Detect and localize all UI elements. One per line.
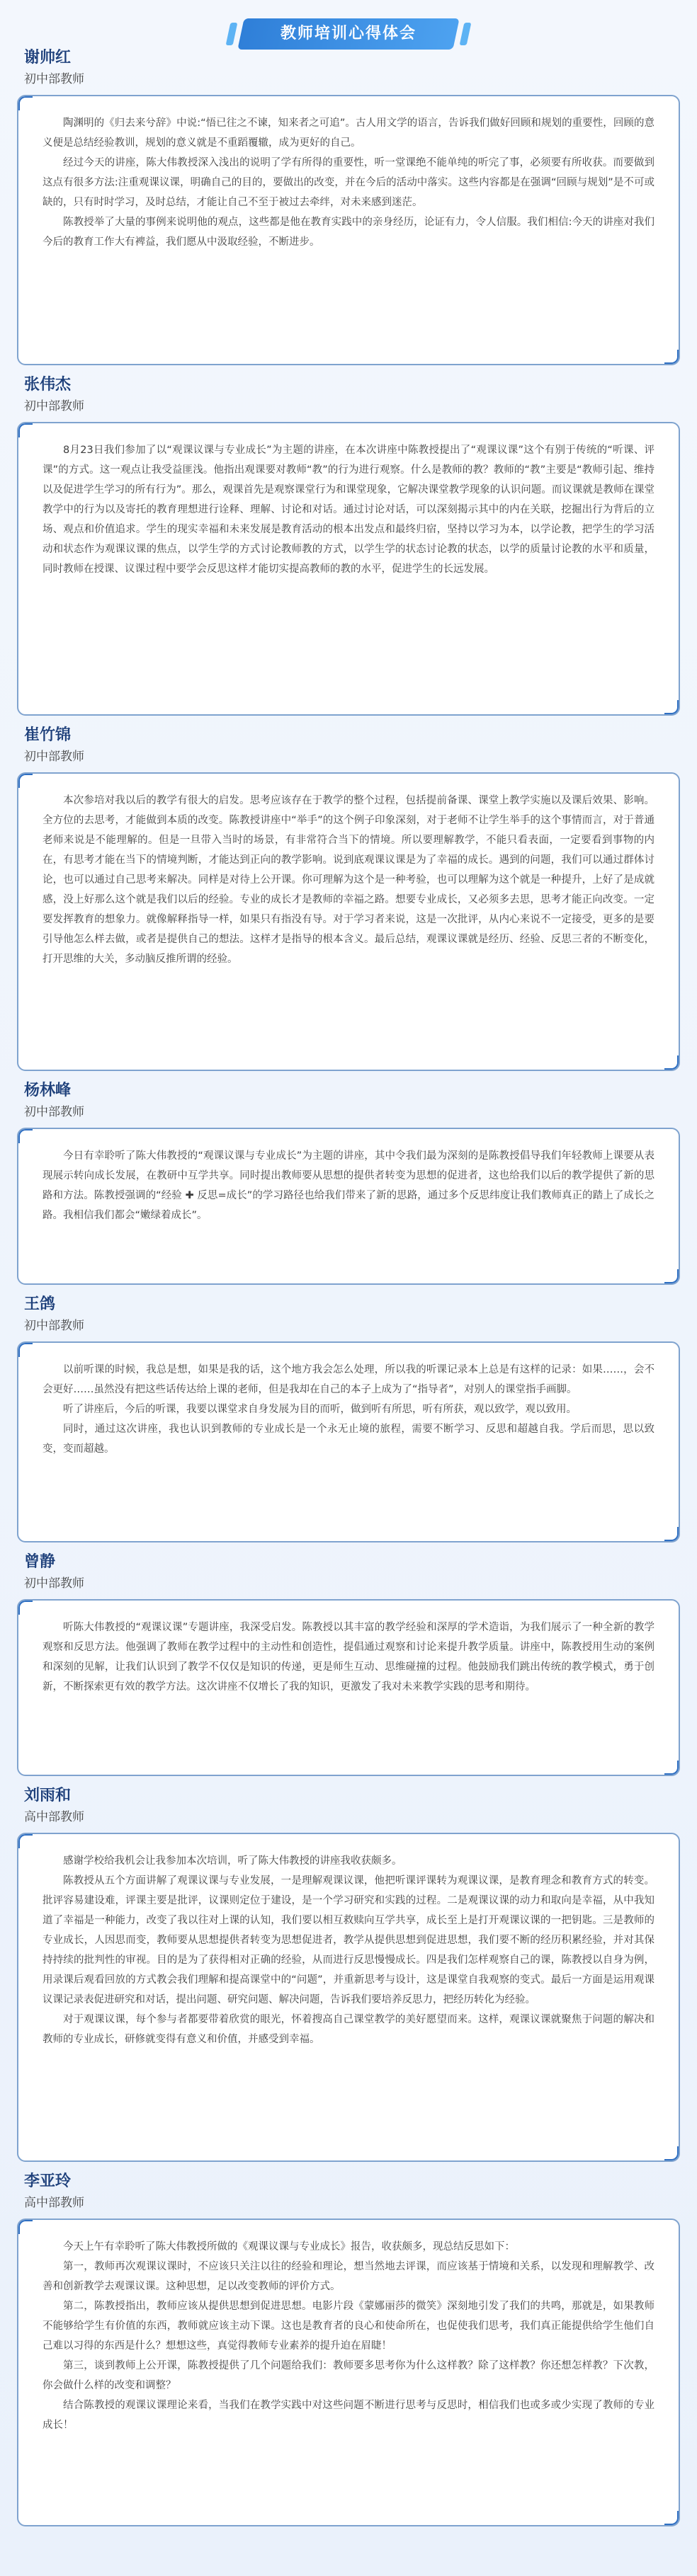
corner-decoration [664,1761,680,1776]
corner-decoration [17,95,33,110]
reflection-card [17,1833,680,2162]
reflection-card [17,422,680,716]
paragraph: 第三，谈到教师上公开课，陈教授提供了几个问题给我们：教师要多思考你为什么这样教？除了这样教？你还想怎样教？下次教，你会做什么样的改变和调整？ [42,2360,654,2391]
paragraph: 听了讲座后，今后的听课，我要以课堂求自身发展为目的而听，做到听有所思，听有所获，观以致学，观以致用。 [63,1404,577,1415]
author-role: 初中部教师 [24,1105,84,1119]
paragraph: 8月23日我们参加了以“观课议课与专业成长”为主题的讲座，在本次讲座中陈教授提出了“观课议课”这个有别于传统的“听课、评课”的方式。这一观点让我受益匪浅。他指出观课要对教师“教”的行为进行观察。什么是教师的教？教师的“教”主要是“教师引起、维持以及促进学生学习的所有行为”。那么，观课首先是观察课堂行为和课堂现象，它解决课堂教学现象的认识问题。而议课就是教师在课堂教学中的行为以及寄托的教育理想进行诠释、理解、讨论和对话。通过讨论对话，可以深刻揭示其中的内在关联，挖掘出行为背后的立场、观点和价值追求。学生的现实幸福和未来发展是教育活动的根本出发点和最终归宿，坚持以学习为本，以学论教，把学生的学习活动和状态作为观课议课的焦点，以学生学的方式讨论教师教的方式，以学生学的状态讨论教的状态，以学的质量讨论教的水平和质量，同时教师在授课、议课过程中要学会反思这样才能切实提高教师的教的水平，促进学生的长远发展。 [42,445,654,575]
paragraph: 结合陈教授的观课议课理论来看，当我们在教学实践中对这些问题不断进行思考与反思时，相信我们也或多或少实现了教师的专业成长！ [42,2400,654,2431]
paragraph: 对于观课议课，每个参与者都要带着欣赏的眼光，怀着搜高自己课堂教学的美好愿望而来。这样，观课议课就聚焦于问题的解决和教师的专业成长，研修就变得有意义和价值，并感受到幸福。 [42,2014,654,2045]
reflection-card [17,95,680,365]
corner-decoration [17,1599,33,1615]
author-name: 张伟杰 [24,376,72,394]
paragraph: 今日有幸聆听了陈大伟教授的“观课议课与专业成长”为主题的讲座，其中令我们最为深刻的是陈教授倡导我们年轻教师上课要从表现展示转向成长发展，在教研中互学共享。同时提出教师要从思想的提供者转变为思想的促进者，这也给我们以后的教学提供了新的思路和方法。陈教授强调的“经验 ✚ 反思=成长”的学习路径也给我们带来了新的思路，通过多个反思纬度让我们教师真正的踏上了成长之路。我相信我们都会“嫩绿着成长”。 [42,1150,654,1221]
corner-decoration [664,1527,680,1542]
paragraph: 陈教授举了大量的事例来说明他的观点，这些都是他在教育实践中的亲身经历，论证有力，令人信服。我们相信:今天的讲座对我们今后的教育工作大有裨益，我们愿从中汲取经验，不断进步。 [42,217,654,248]
author-role: 初中部教师 [24,72,84,86]
entry [0,1785,697,2162]
author-role: 高中部教师 [24,1810,84,1824]
paragraph: 陶渊明的《归去来兮辞》中说:“悟已往之不谏，知来者之可追”。古人用文学的语言，告诉我们做好回顾和规划的重要性，回顾的意义便是总结经验教训，规划的意义就是不重蹈覆辙，成为更好的自己。 [42,118,654,149]
reflection-card [17,772,680,1071]
paragraph: 本次参培对我以后的教学有很大的启发。思考应该存在于教学的整个过程，包括提前备课、课堂上教学实施以及课后效果、影响。全方位的去思考，才能做到本质的改变。陈教授讲座中“举手”的这个例子印象深刻，对于老师不让学生举手的这个事情而言，对于普通老师来说是不能理解的。但是一旦带入当时的场景，有非常符合当下的情境。所以要理解教学，不能只看表面，一定要看到事物的内在，有思考才能在当下的情境判断，才能达到正向的教学影响。说到底观课议课是为了幸福的成长。遇到的问题，我们可以通过群体讨论，也可以通过自己思考来解决。同样是对待上公开课。你可理解为这个是一种考验，也可以理解为这个就是一种提升，上好了是成就感，没上好那么这个就是我们以后的经验。专业的成长才是教师的幸福之路。想要专业成长，又必须多去思，思考才能正向改变。一定要发挥教育的想象力。就像解释指导一样，如果只有指没有导。对于学习者来说，这是一次批评，从内心来说不一定接受，更多的是要引导他怎么样去做，或者是提供自己的想法。这样才是指导的根本含义。最后总结，观课议课就是经历、经验、反思三者的不断变化，打开思维的大关，多动脑反推所谓的经验。 [42,795,654,965]
entries-list [0,47,697,2526]
corner-decoration [17,772,33,788]
corner-decoration [17,422,33,437]
author-name: 杨林峰 [24,1082,72,1099]
entry [0,1080,697,1285]
entry [0,2170,697,2526]
paragraph: 第二，陈教授指出，教师应该从提供思想到促进思想。电影片段《蒙娜丽莎的微笑》深刻地引发了我们的共鸣，那就是，如果教师不能够给学生有价值的东西，教师就应该主动下课。这也是教育者的良心和使命所在，也促使我们思考，我们真正能提供给学生他们自己难以习得的东西是什么？想想这些，真觉得教师专业素养的提升迫在眉睫！ [42,2301,654,2352]
author-role: 初中部教师 [24,750,84,764]
paragraph: 今天上午有幸聆听了陈大伟教授所做的《观课议课与专业成长》报告，收获颇多，现总结反思如下： [63,2241,515,2252]
author-name: 刘雨和 [24,1787,72,1804]
entry [0,374,697,716]
paragraph: 以前听课的时候，我总是想，如果是我的话，这个地方我会怎么处理，所以我的听课记录本上总是有这样的记录：如果……，会不会更好……虽然没有把这些话传达给上课的老师，但是我却在自己的本子上成为了“指导者”，对别人的课堂指手画脚。 [42,1364,654,1395]
paragraph: 听陈大伟教授的“观课议课”专题讲座，我深受启发。陈教授以其丰富的教学经验和深厚的学术造诣，为我们展示了一种全新的教学观察和反思方法。他强调了教师在教学过程中的主动性和创造性，提倡通过观察和讨论来提升教学质量。讲座中，陈教授用生动的案例和深刻的见解，让我们认识到了教学不仅仅是知识的传递，更是师生互动、思维碰撞的过程。他鼓励我们跳出传统的教学模式，勇于创新，不断探索更有效的教学方法。这次讲座不仅增长了我的知识，更激发了我对未来教学实践的思考和期待。 [42,1622,654,1693]
author-role: 初中部教师 [24,1319,84,1333]
paragraph: 同时，通过这次讲座，我也认识到教师的专业成长是一个永无止境的旅程，需要不断学习、反思和超越自我。学后而思，思以致变，变而超越。 [42,1424,654,1455]
corner-decoration [664,350,680,365]
author-name: 崔竹锦 [24,726,72,744]
corner-decoration [17,1128,33,1143]
paragraph: 经过今天的讲座，陈大伟教授深入浅出的说明了学有所得的重要性，听一堂课绝不能单纯的听完了事，必须要有所收获。而要做到这点有很多方法:注重观课议课，明确自己的目的，要做出的改变，并在今后的活动中落实。这些内容都是在强调“回顾与规划”是不可或缺的，只有时时学习，及时总结，才能让自己不至于被过去牵绊，对未来感到迷茫。 [42,157,654,208]
entry [0,1551,697,1776]
corner-decoration [664,700,680,716]
corner-decoration [17,1833,33,1848]
author-name: 李亚玲 [24,2173,72,2190]
entry [0,1293,697,1542]
reflection-card [17,1341,680,1542]
corner-decoration [17,2219,33,2234]
author-name: 曾静 [24,1553,56,1571]
corner-decoration [17,1341,33,1357]
paragraph: 陈教授从五个方面讲解了观课议课与专业发展，一是理解观课议课，他把听课评课转为观课议课，是教育理念和教育方式的转变。批评容易建设难，评课主要是批评，议课则定位于建设，是一个学习研究和实践的过程。二是观课议课的动力和取向是幸福，从中我知道了幸福是一种能力，改变了我以往对上课的认知，我们要以相互救赎向互学共享，成长至上是打开观课议课的一把钥匙。三是教师的专业成长，人因思而变，教师要从思想提供者转变为思想促进者，教学从提供思想到促进思想，我们要不断的经历积累经验，并对其保持持续的批判性的审视。目的是为了获得相对正确的经验，从而进行反思慢慢成长。四是我们怎样观察自己的课，陈教授以自身为例，用录课后观看回放的方式教会我们理解和提高课堂中的“问题”，并重新思考与设计，这是课堂自我观察的变式。最后一方面是运用观课议课记录表促进研究和对话，提出问题、研究问题、解决问题，告诉我们要培养反思力，把经历转化为经验。 [42,1875,654,2005]
corner-decoration [664,2511,680,2526]
author-role: 初中部教师 [24,1576,84,1591]
paragraph: 第一，教师再次观课议课时，不应该只关注以往的经验和理论，想当然地去评课，而应该基于情境和关系，以发现和理解教学、改善和创新教学去观课议课。这种思想，足以改变教师的评价方式。 [42,2261,654,2292]
author-name: 王鸽 [24,1295,56,1313]
author-role: 初中部教师 [24,399,84,413]
reflection-card [17,2219,680,2526]
reflection-card [17,1128,680,1285]
author-name: 谢帅红 [24,49,72,67]
corner-decoration [664,1055,680,1071]
reflection-card [17,1599,680,1776]
entry [0,724,697,1071]
author-role: 高中部教师 [24,2196,84,2210]
corner-decoration [664,1269,680,1285]
entry [0,47,697,365]
corner-decoration [664,2146,680,2162]
page-title: 教师培训心得体会 [280,25,416,42]
paragraph: 感谢学校给我机会让我参加本次培训，听了陈大伟教授的讲座我收获颇多。 [63,1855,402,1867]
